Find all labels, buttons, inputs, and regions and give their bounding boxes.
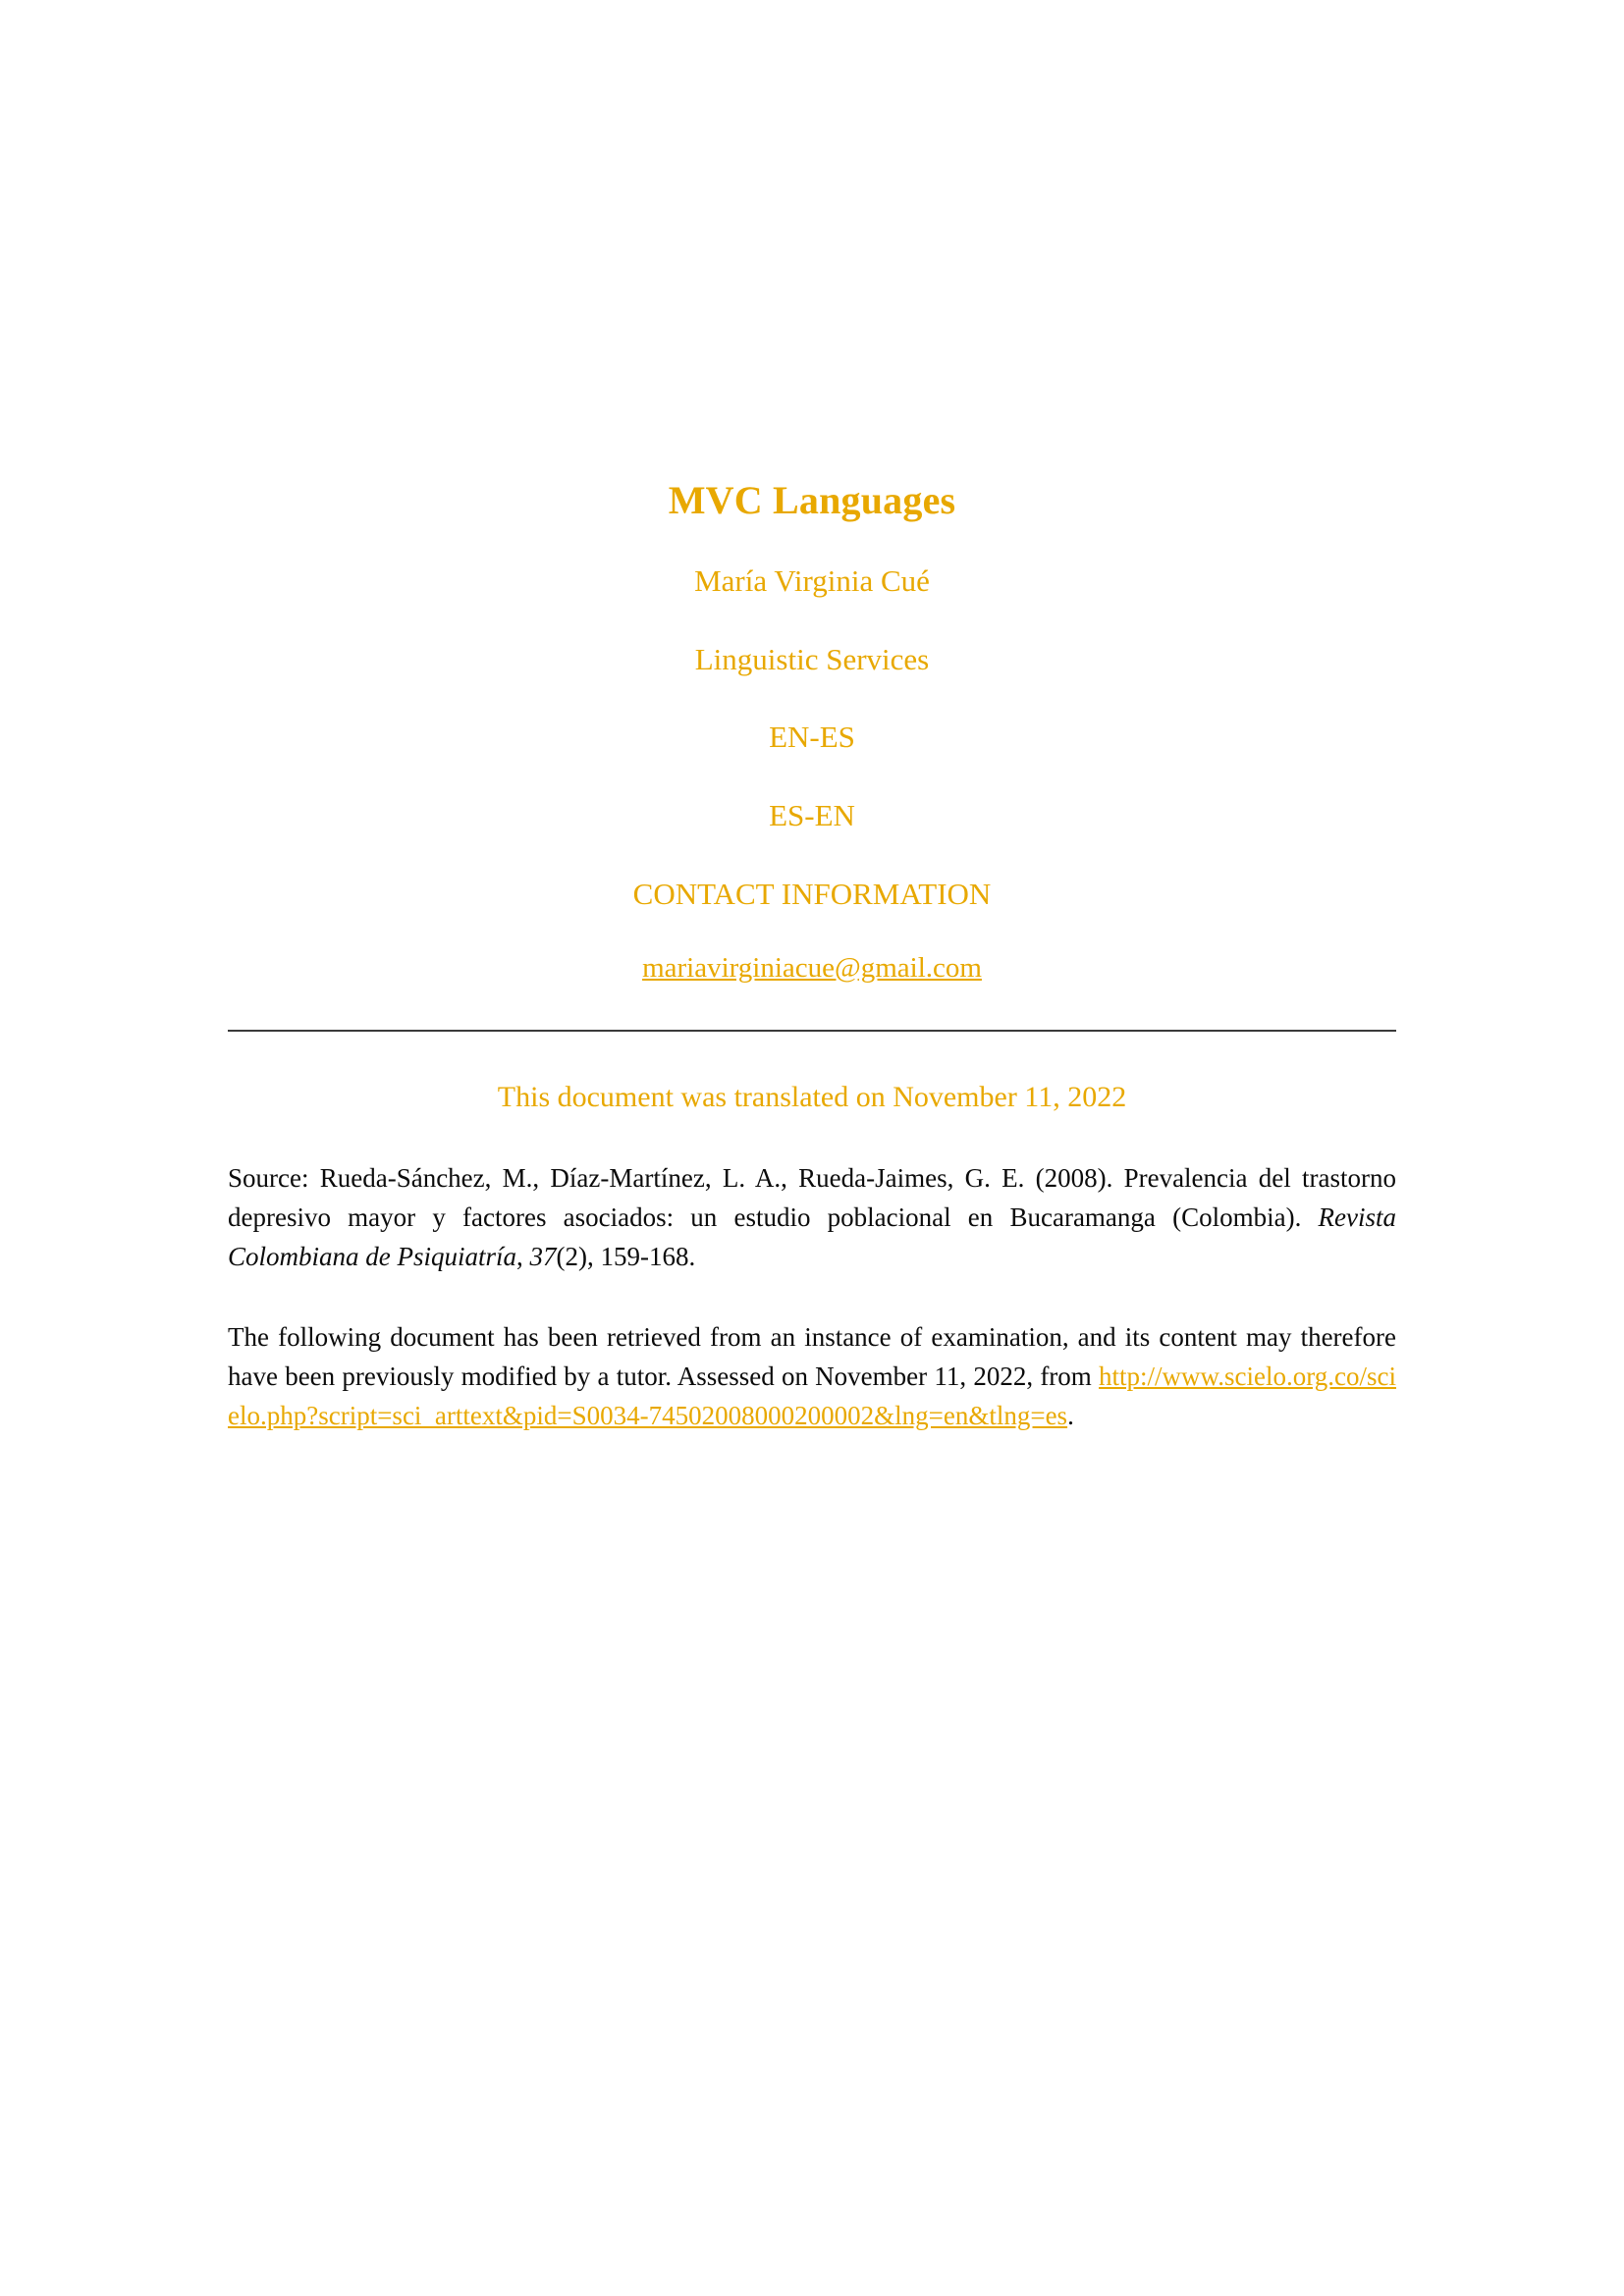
retrieval-note-prefix: The following document has been retrieved from an instance of examination, and its content may therefore have been previously modified by a tutor. Assessed on November 11, 2022, from <box>228 1322 1396 1392</box>
page-title: MVC Languages <box>668 478 956 522</box>
citation-suffix: (2), 159-168. <box>556 1242 696 1272</box>
source-url-link[interactable]: http://www.scielo.org.co/scielo.php?script=sci_arttext&pid=S0034-74502008000200002&lng=en&tlng=es <box>228 1362 1396 1430</box>
retrieval-note-suffix: . <box>1067 1400 1074 1430</box>
author-name: María Virginia Cué <box>694 563 930 598</box>
email-line <box>228 952 1396 985</box>
source-citation-prefix: Source: Rueda-Sánchez, M., Díaz-Martínez, L. A., Rueda-Jaimes, G. E. (2008). Prevalencia del trastorno depresivo mayor y factores asociados: un estudio poblacional en Bucaramanga (Colombia). <box>228 1163 1396 1233</box>
retrieval-note-paragraph <box>228 1318 1396 1436</box>
translation-date-notice: This document was translated on November 11, 2022 <box>497 1081 1127 1114</box>
language-pair-es-en: ES-EN <box>769 797 855 832</box>
citation-separator: , <box>516 1242 530 1272</box>
top-spacer <box>228 0 1396 479</box>
horizontal-divider <box>228 1030 1396 1032</box>
language-pair-en-es: EN-ES <box>769 720 855 755</box>
contact-information-heading: CONTACT INFORMATION <box>632 876 992 911</box>
journal-volume: 37 <box>529 1242 557 1272</box>
source-citation-paragraph <box>228 1159 1396 1277</box>
service-name: Linguistic Services <box>694 641 930 676</box>
journal-name: Revista Colombiana de Psiquiatría <box>228 1202 1396 1272</box>
email-link[interactable]: mariavirginiacue@gmail.com <box>642 952 982 985</box>
